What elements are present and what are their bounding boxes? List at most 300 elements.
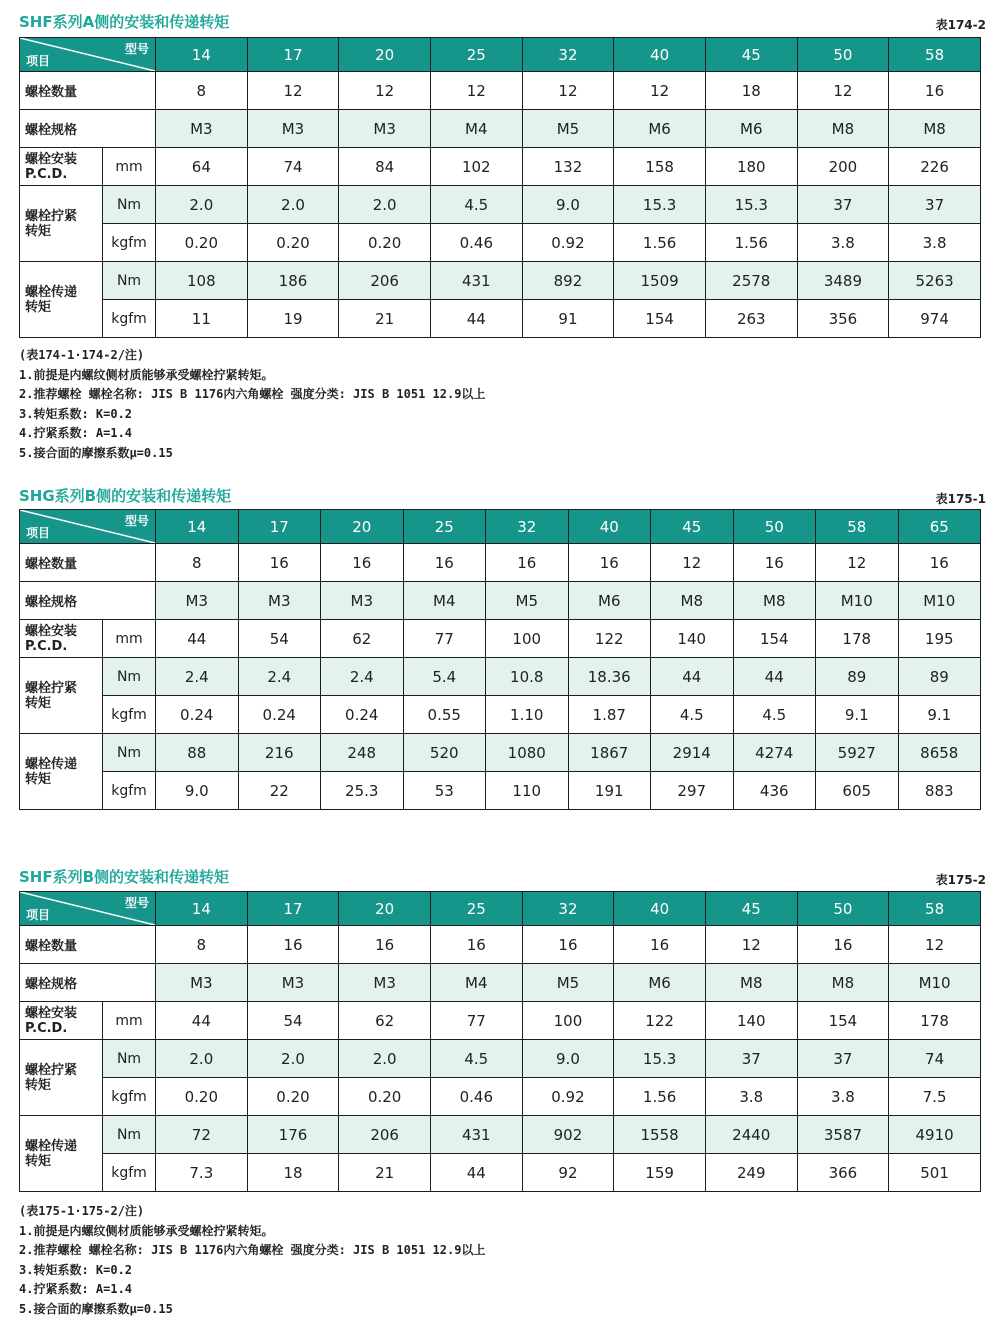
row-label-line: P.C.D. — [25, 166, 68, 182]
model-header-cell: 20 — [339, 38, 431, 72]
row-label-line: 转矩 — [25, 299, 52, 315]
unit-cell: Nm — [103, 1116, 156, 1154]
value-cell: 16 — [403, 544, 486, 582]
value-cell: 4274 — [733, 734, 816, 772]
value-cell: 18 — [705, 72, 797, 110]
value-cell: 1867 — [568, 734, 651, 772]
value-cell: 1.87 — [568, 696, 651, 734]
value-cell: 16 — [339, 926, 431, 964]
value-cell: 16 — [614, 926, 706, 964]
unit-cell: kgfm — [103, 1078, 156, 1116]
value-cell: M5 — [522, 110, 614, 148]
corner-item-label: 项目 — [26, 908, 51, 922]
model-header-cell: 40 — [614, 38, 706, 72]
model-header-cell: 25 — [430, 892, 522, 926]
value-cell: 8 — [156, 926, 248, 964]
table-row — [20, 224, 981, 262]
row-label-line: P.C.D. — [25, 638, 68, 654]
value-cell: 248 — [321, 734, 404, 772]
value-cell: 1509 — [614, 262, 706, 300]
model-header-cell: 20 — [339, 892, 431, 926]
value-cell: 176 — [247, 1116, 339, 1154]
table-row — [20, 658, 981, 696]
value-cell: 8658 — [898, 734, 981, 772]
value-cell: 89 — [816, 658, 899, 696]
value-cell: 356 — [797, 300, 889, 338]
value-cell: 16 — [247, 926, 339, 964]
row-label-line: 转矩 — [25, 771, 52, 787]
value-cell: 4.5 — [651, 696, 734, 734]
table-row — [20, 1154, 981, 1192]
value-cell: 12 — [430, 72, 522, 110]
value-cell: 91 — [522, 300, 614, 338]
value-cell: 9.1 — [898, 696, 981, 734]
value-cell: 25.3 — [321, 772, 404, 810]
value-cell: 12 — [816, 544, 899, 582]
value-cell: 37 — [797, 186, 889, 224]
value-cell: 12 — [651, 544, 734, 582]
note-line: 3.转矩系数: K=0.2 — [19, 1262, 133, 1277]
value-cell: M8 — [651, 582, 734, 620]
value-cell: 2440 — [705, 1116, 797, 1154]
row-label — [20, 734, 103, 810]
header-row — [20, 510, 981, 544]
row-label: 螺栓数量 — [20, 72, 156, 110]
value-cell: 16 — [430, 926, 522, 964]
value-cell: 74 — [247, 148, 339, 186]
value-cell: 84 — [339, 148, 431, 186]
value-cell: 62 — [339, 1002, 431, 1040]
value-cell: 2914 — [651, 734, 734, 772]
value-cell: 18 — [247, 1154, 339, 1192]
row-label: 螺栓规格 — [20, 110, 156, 148]
table-row — [20, 262, 981, 300]
value-cell: 10.8 — [486, 658, 569, 696]
row-label-line: 螺栓拧紧 — [25, 208, 78, 224]
value-cell: 186 — [247, 262, 339, 300]
value-cell: 72 — [156, 1116, 248, 1154]
value-cell: 206 — [339, 262, 431, 300]
row-label-line: 螺栓安装 — [25, 623, 78, 639]
note-line: 1.前提是内螺纹侧材质能够承受螺栓拧紧转矩。 — [19, 1223, 274, 1238]
value-cell: 19 — [247, 300, 339, 338]
value-cell: M6 — [614, 964, 706, 1002]
value-cell: M8 — [797, 110, 889, 148]
value-cell: M3 — [156, 582, 239, 620]
value-cell: 44 — [430, 1154, 522, 1192]
value-cell: 53 — [403, 772, 486, 810]
spec-table — [19, 509, 981, 810]
table-row — [20, 964, 981, 1002]
table-row — [20, 148, 981, 186]
value-cell: 0.92 — [522, 224, 614, 262]
value-cell: 501 — [889, 1154, 981, 1192]
unit-cell: mm — [103, 148, 156, 186]
value-cell: 180 — [705, 148, 797, 186]
section-title: SHF系列A侧的安装和传递转矩 — [19, 13, 230, 31]
value-cell: 206 — [339, 1116, 431, 1154]
note-line: 2.推荐螺栓 螺栓名称: JIS B 1176内六角螺栓 强度分类: JIS B 1051 12.9以上 — [19, 387, 486, 401]
value-cell: 2.0 — [247, 186, 339, 224]
value-cell: 263 — [705, 300, 797, 338]
value-cell: 154 — [797, 1002, 889, 1040]
value-cell: M10 — [816, 582, 899, 620]
value-cell: 15.3 — [614, 186, 706, 224]
unit-cell: mm — [103, 620, 156, 658]
table-row — [20, 1002, 981, 1040]
value-cell: 158 — [614, 148, 706, 186]
row-label-line: 转矩 — [25, 223, 52, 239]
value-cell: 12 — [247, 72, 339, 110]
value-cell: 88 — [156, 734, 239, 772]
row-label: 螺栓数量 — [20, 926, 156, 964]
value-cell: 108 — [156, 262, 248, 300]
value-cell: 226 — [889, 148, 981, 186]
model-header-cell: 14 — [156, 38, 248, 72]
model-header-cell: 32 — [522, 892, 614, 926]
value-cell: 520 — [403, 734, 486, 772]
unit-cell: Nm — [103, 1040, 156, 1078]
value-cell: 15.3 — [614, 1040, 706, 1078]
value-cell: 122 — [614, 1002, 706, 1040]
row-label-line: 螺栓传递 — [25, 1138, 78, 1154]
value-cell: 2.4 — [321, 658, 404, 696]
value-cell: 5263 — [889, 262, 981, 300]
model-header-cell: 25 — [403, 510, 486, 544]
unit-cell: kgfm — [103, 1154, 156, 1192]
value-cell: 64 — [156, 148, 248, 186]
corner-item-label: 项目 — [26, 526, 51, 540]
value-cell: 1.56 — [614, 1078, 706, 1116]
value-cell: 16 — [898, 544, 981, 582]
value-cell: M6 — [705, 110, 797, 148]
value-cell: M3 — [321, 582, 404, 620]
section-title: SHF系列B侧的安装和传递转矩 — [19, 868, 230, 886]
value-cell: 140 — [705, 1002, 797, 1040]
value-cell: 0.20 — [247, 224, 339, 262]
value-cell: 140 — [651, 620, 734, 658]
value-cell: 1.56 — [705, 224, 797, 262]
value-cell: 5927 — [816, 734, 899, 772]
value-cell: M5 — [522, 964, 614, 1002]
corner-cell — [20, 510, 156, 544]
row-label-line: 螺栓安装 — [25, 1005, 78, 1021]
corner-model-label: 型号 — [124, 42, 149, 56]
table-row — [20, 72, 981, 110]
corner-model-label: 型号 — [124, 896, 149, 910]
table-row — [20, 544, 981, 582]
table-row — [20, 1116, 981, 1154]
value-cell: M5 — [486, 582, 569, 620]
value-cell: 892 — [522, 262, 614, 300]
value-cell: 37 — [705, 1040, 797, 1078]
table-row — [20, 620, 981, 658]
value-cell: 74 — [889, 1040, 981, 1078]
unit-cell: Nm — [103, 186, 156, 224]
row-label — [20, 658, 103, 734]
value-cell: 54 — [247, 1002, 339, 1040]
value-cell: 2.0 — [339, 1040, 431, 1078]
value-cell: 883 — [898, 772, 981, 810]
value-cell: 44 — [156, 620, 239, 658]
value-cell: 1.56 — [614, 224, 706, 262]
value-cell: M3 — [238, 582, 321, 620]
note-line: 4.拧紧系数: A=1.4 — [19, 1282, 133, 1296]
header-row — [20, 892, 981, 926]
model-header-cell: 50 — [797, 892, 889, 926]
value-cell: M10 — [889, 964, 981, 1002]
value-cell: 16 — [889, 72, 981, 110]
row-label-line: 转矩 — [25, 1153, 52, 1169]
value-cell: M8 — [797, 964, 889, 1002]
corner-cell — [20, 892, 156, 926]
model-header-cell: 58 — [889, 892, 981, 926]
value-cell: 16 — [522, 926, 614, 964]
value-cell: 4910 — [889, 1116, 981, 1154]
value-cell: 100 — [486, 620, 569, 658]
value-cell: 77 — [430, 1002, 522, 1040]
row-label — [20, 1002, 103, 1040]
value-cell: 200 — [797, 148, 889, 186]
value-cell: M6 — [614, 110, 706, 148]
row-label — [20, 262, 103, 338]
model-header-cell: 32 — [486, 510, 569, 544]
value-cell: 15.3 — [705, 186, 797, 224]
model-header-cell: 58 — [889, 38, 981, 72]
table-row — [20, 772, 981, 810]
value-cell: 2.0 — [247, 1040, 339, 1078]
note-line: 3.转矩系数: K=0.2 — [19, 406, 133, 421]
value-cell: 16 — [321, 544, 404, 582]
value-cell: 902 — [522, 1116, 614, 1154]
model-header-cell: 32 — [522, 38, 614, 72]
unit-cell: mm — [103, 1002, 156, 1040]
table-row — [20, 110, 981, 148]
unit-cell: Nm — [103, 262, 156, 300]
value-cell: 3.8 — [797, 224, 889, 262]
value-cell: M4 — [403, 582, 486, 620]
value-cell: 12 — [339, 72, 431, 110]
model-header-cell: 25 — [430, 38, 522, 72]
note-line: 4.拧紧系数: A=1.4 — [19, 426, 133, 440]
unit-cell: kgfm — [103, 300, 156, 338]
unit-cell: Nm — [103, 658, 156, 696]
value-cell: M8 — [889, 110, 981, 148]
value-cell: 159 — [614, 1154, 706, 1192]
model-header-cell: 14 — [156, 510, 239, 544]
value-cell: M3 — [339, 110, 431, 148]
row-label-line: 螺栓拧紧 — [25, 680, 78, 696]
value-cell: 216 — [238, 734, 321, 772]
value-cell: 0.92 — [522, 1078, 614, 1116]
corner-cell — [20, 38, 156, 72]
value-cell: 2.0 — [156, 186, 248, 224]
value-cell: 366 — [797, 1154, 889, 1192]
table-number: 表175-2 — [935, 873, 986, 887]
note-line: 5.接合面的摩擦系数μ=0.15 — [19, 1301, 173, 1316]
row-label: 螺栓规格 — [20, 582, 156, 620]
model-header-cell: 14 — [156, 892, 248, 926]
spec-table — [19, 891, 981, 1192]
row-label-line: 螺栓拧紧 — [25, 1062, 78, 1078]
table-row — [20, 582, 981, 620]
value-cell: 3.8 — [705, 1078, 797, 1116]
value-cell: 3.8 — [797, 1078, 889, 1116]
model-header-cell: 40 — [568, 510, 651, 544]
model-header-cell: 17 — [247, 892, 339, 926]
row-label: 螺栓数量 — [20, 544, 156, 582]
value-cell: 21 — [339, 1154, 431, 1192]
value-cell: 16 — [797, 926, 889, 964]
spec-table — [19, 37, 981, 338]
value-cell: 16 — [733, 544, 816, 582]
table-number: 表174-2 — [935, 18, 986, 32]
value-cell: 2.4 — [156, 658, 239, 696]
row-label: 螺栓规格 — [20, 964, 156, 1002]
value-cell: 1558 — [614, 1116, 706, 1154]
value-cell: 0.20 — [339, 1078, 431, 1116]
value-cell: 77 — [403, 620, 486, 658]
notes-block-b — [19, 1202, 485, 1319]
value-cell: M4 — [430, 964, 522, 1002]
row-label-line: 螺栓安装 — [25, 151, 78, 167]
value-cell: 0.20 — [339, 224, 431, 262]
value-cell: 0.24 — [156, 696, 239, 734]
value-cell: 605 — [816, 772, 899, 810]
value-cell: 4.5 — [430, 1040, 522, 1078]
section-title: SHG系列B侧的安装和传递转矩 — [19, 487, 232, 505]
value-cell: M3 — [247, 964, 339, 1002]
value-cell: 44 — [733, 658, 816, 696]
value-cell: 436 — [733, 772, 816, 810]
value-cell: 0.20 — [156, 224, 248, 262]
value-cell: 5.4 — [403, 658, 486, 696]
value-cell: 7.5 — [889, 1078, 981, 1116]
value-cell: 11 — [156, 300, 248, 338]
table-number: 表175-1 — [935, 492, 986, 506]
value-cell: 178 — [889, 1002, 981, 1040]
value-cell: 16 — [486, 544, 569, 582]
value-cell: 12 — [705, 926, 797, 964]
value-cell: 102 — [430, 148, 522, 186]
value-cell: 9.0 — [522, 1040, 614, 1078]
value-cell: 8 — [156, 544, 239, 582]
value-cell: 44 — [651, 658, 734, 696]
model-header-cell: 17 — [247, 38, 339, 72]
value-cell: M10 — [898, 582, 981, 620]
value-cell: 4.5 — [733, 696, 816, 734]
row-label-line: 转矩 — [25, 695, 52, 711]
value-cell: 0.20 — [247, 1078, 339, 1116]
value-cell: M4 — [430, 110, 522, 148]
table-row — [20, 1040, 981, 1078]
value-cell: 0.46 — [430, 224, 522, 262]
value-cell: 12 — [889, 926, 981, 964]
value-cell: 2.0 — [339, 186, 431, 224]
value-cell: 7.3 — [156, 1154, 248, 1192]
value-cell: 22 — [238, 772, 321, 810]
value-cell: 9.0 — [522, 186, 614, 224]
row-label — [20, 620, 103, 658]
value-cell: 1080 — [486, 734, 569, 772]
value-cell: 100 — [522, 1002, 614, 1040]
value-cell: 2.4 — [238, 658, 321, 696]
value-cell: 110 — [486, 772, 569, 810]
unit-cell: kgfm — [103, 772, 156, 810]
model-header-cell: 40 — [614, 892, 706, 926]
header-row — [20, 38, 981, 72]
table-row — [20, 186, 981, 224]
note-line: (表175-1·175-2/注) — [19, 1204, 145, 1218]
value-cell: 8 — [156, 72, 248, 110]
value-cell: M3 — [156, 110, 248, 148]
value-cell: 431 — [430, 1116, 522, 1154]
value-cell: 89 — [898, 658, 981, 696]
value-cell: 16 — [238, 544, 321, 582]
value-cell: 0.46 — [430, 1078, 522, 1116]
value-cell: 2.0 — [156, 1040, 248, 1078]
value-cell: 0.24 — [238, 696, 321, 734]
row-label — [20, 186, 103, 262]
value-cell: 3587 — [797, 1116, 889, 1154]
row-label-line: 螺栓传递 — [25, 284, 78, 300]
corner-model-label: 型号 — [124, 514, 149, 528]
value-cell: 37 — [797, 1040, 889, 1078]
value-cell: 16 — [568, 544, 651, 582]
value-cell: 0.20 — [156, 1078, 248, 1116]
value-cell: 132 — [522, 148, 614, 186]
value-cell: M6 — [568, 582, 651, 620]
note-line: 5.接合面的摩擦系数μ=0.15 — [19, 445, 173, 460]
value-cell: 12 — [614, 72, 706, 110]
value-cell: 431 — [430, 262, 522, 300]
value-cell: M3 — [339, 964, 431, 1002]
value-cell: 249 — [705, 1154, 797, 1192]
value-cell: 44 — [156, 1002, 248, 1040]
unit-cell: Nm — [103, 734, 156, 772]
value-cell: 54 — [238, 620, 321, 658]
value-cell: 3.8 — [889, 224, 981, 262]
note-line: (表174-1·174-2/注) — [19, 348, 145, 362]
value-cell: 2578 — [705, 262, 797, 300]
notes-block-a — [19, 346, 485, 463]
model-header-cell: 20 — [321, 510, 404, 544]
unit-cell: kgfm — [103, 696, 156, 734]
model-header-cell: 45 — [651, 510, 734, 544]
table-row — [20, 696, 981, 734]
value-cell: 9.0 — [156, 772, 239, 810]
value-cell: 12 — [522, 72, 614, 110]
model-header-cell: 17 — [238, 510, 321, 544]
value-cell: 1.10 — [486, 696, 569, 734]
value-cell: 18.36 — [568, 658, 651, 696]
value-cell: 0.55 — [403, 696, 486, 734]
row-label-line: 转矩 — [25, 1077, 52, 1093]
value-cell: 178 — [816, 620, 899, 658]
row-label — [20, 148, 103, 186]
value-cell: 195 — [898, 620, 981, 658]
value-cell: 154 — [614, 300, 706, 338]
model-header-cell: 45 — [705, 38, 797, 72]
row-label-line: P.C.D. — [25, 1020, 68, 1036]
value-cell: M3 — [247, 110, 339, 148]
value-cell: 9.1 — [816, 696, 899, 734]
value-cell: 21 — [339, 300, 431, 338]
value-cell: 44 — [430, 300, 522, 338]
row-label-line: 螺栓传递 — [25, 756, 78, 772]
model-header-cell: 65 — [898, 510, 981, 544]
value-cell: 154 — [733, 620, 816, 658]
